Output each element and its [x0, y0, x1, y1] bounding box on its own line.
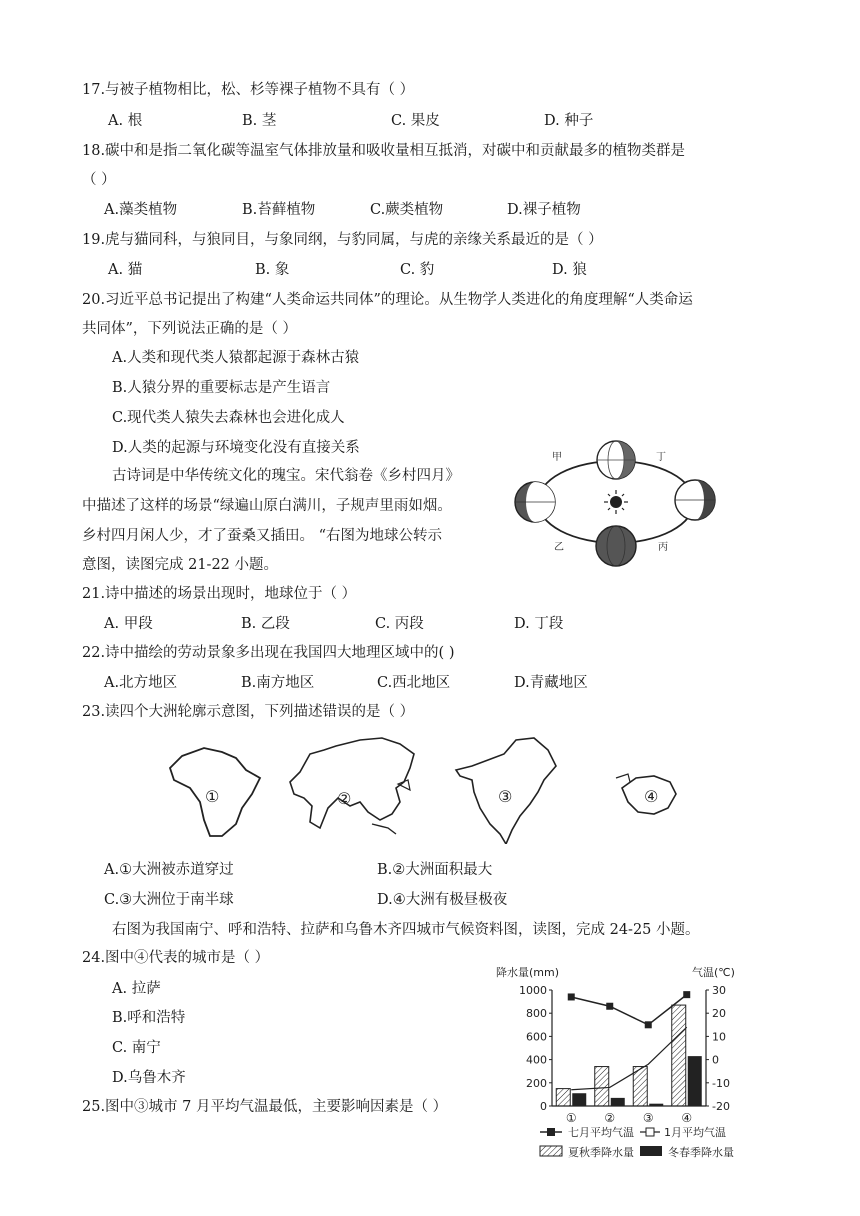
continent-label-4: ④ — [644, 787, 659, 806]
q23-stem: 23.读四个大洲轮廓示意图，下列描述错误的是（ ） — [82, 704, 415, 720]
continent-outlines-figure — [160, 736, 700, 844]
q22-option-b: B.南方地区 — [241, 675, 315, 691]
y-left-tick-label: 600 — [526, 1030, 547, 1044]
x-tick-label: ② — [604, 1111, 616, 1125]
y-left-tick-label: 200 — [526, 1076, 547, 1090]
passage-24-line1: 右图为我国南宁、呼和浩特、拉萨和乌鲁木齐四城市气候资料图，读图，完成 24-25 小题。 — [112, 922, 700, 938]
x-tick-label: ① — [565, 1111, 577, 1125]
q23-option-a: A.①大洲被赤道穿过 — [104, 862, 234, 878]
line-july-temp — [571, 995, 687, 1025]
earth-left-icon — [515, 482, 555, 522]
orbit-label-bing: 丙 — [658, 542, 668, 553]
continent-label-3: ③ — [498, 787, 513, 806]
q22-option-a: A.北方地区 — [104, 675, 178, 691]
q23-option-b: B.②大洲面积最大 — [377, 862, 493, 878]
orbit-label-jia: 甲 — [552, 452, 562, 463]
q21-option-d: D. 丁段 — [514, 616, 564, 632]
q17-option-c: C. 果皮 — [391, 113, 440, 129]
q19-option-b: B. 象 — [255, 262, 290, 278]
q24-option-b: B.呼和浩特 — [112, 1010, 186, 1026]
passage-21-line1: 古诗词是中华传统文化的瑰宝。宋代翁卷《乡村四月》 — [112, 468, 460, 484]
orbit-label-ding: 丁 — [656, 452, 666, 463]
continent-label-2: ② — [337, 789, 352, 808]
legend-summer-precip: 夏秋季降水量 — [568, 1146, 634, 1159]
q23-option-d: D.④大洲有极昼极夜 — [377, 892, 508, 908]
q17-option-d: D. 种子 — [544, 113, 594, 129]
legend-winter-precip: 冬春季降水量 — [668, 1146, 734, 1159]
q24-option-d: D.乌鲁木齐 — [112, 1070, 186, 1086]
earth-top-icon — [597, 441, 635, 479]
q20-stem: 20.习近平总书记提出了构建“人类命运共同体”的理论。从生物学人类进化的角度理解“人类命运 — [82, 292, 693, 308]
q19-option-d: D. 狼 — [552, 262, 587, 278]
q18-option-b: B.苔藓植物 — [242, 202, 316, 218]
point-july-temp — [568, 993, 575, 1000]
q21-stem: 21.诗中描述的场景出现时，地球位于（ ） — [82, 586, 357, 602]
y-right-tick-label: 10 — [712, 1030, 726, 1044]
bar-winter-precip — [611, 1098, 625, 1106]
q22-option-c: C.西北地区 — [377, 675, 451, 691]
q20-option-b: B.人猿分界的重要标志是产生语言 — [112, 380, 331, 396]
y-right-tick-label: -10 — [712, 1076, 730, 1090]
point-july-temp — [606, 1003, 613, 1010]
q24-option-c: C. 南宁 — [112, 1040, 161, 1056]
point-july-temp — [645, 1021, 652, 1028]
q24-stem: 24.图中④代表的城市是（ ） — [82, 950, 270, 966]
continent-label-1: ① — [205, 787, 220, 806]
bar-summer-precip — [595, 1067, 609, 1106]
sun-icon — [604, 490, 628, 514]
q22-stem: 22.诗中描绘的劳动景象多出现在我国四大地理区域中的( ) — [82, 645, 455, 661]
y-right-tick-label: 20 — [712, 1007, 726, 1021]
q19-option-c: C. 豹 — [400, 262, 435, 278]
bar-winter-precip — [649, 1104, 663, 1106]
bar-summer-precip — [672, 1005, 686, 1106]
passage-21-line3: 乡村四月闲人少，才了蚕桑又插田。 “右图为地球公转示 — [82, 528, 443, 544]
q25-stem: 25.图中③城市 7 月平均气温最低，主要影响因素是（ ） — [82, 1099, 448, 1115]
y-left-tick-label: 400 — [526, 1053, 547, 1067]
y-right-tick-label: 30 — [712, 984, 726, 997]
y-left-axis-label: 降水量(mm) — [496, 966, 560, 979]
q18-stem: 18.碳中和是指二氧化碳等温室气体排放量和吸收量相互抵消，对碳中和贡献最多的植物类群是 — [82, 143, 686, 159]
legend-jan-temp: 1月平均气温 — [664, 1126, 726, 1139]
continent-eurasia-outline — [290, 738, 414, 828]
x-tick-label: ③ — [642, 1111, 654, 1125]
q19-option-a: A. 猫 — [108, 262, 143, 278]
y-left-tick-label: 1000 — [519, 984, 547, 997]
q24-option-a: A. 拉萨 — [112, 981, 161, 997]
q19-stem: 19.虎与猫同科，与狼同目，与象同纲，与豹同属，与虎的亲缘关系最近的是（ ） — [82, 232, 603, 248]
earth-bottom-icon — [596, 526, 636, 566]
y-right-tick-label: 0 — [712, 1053, 719, 1067]
q21-option-a: A. 甲段 — [104, 616, 153, 632]
climate-chart — [492, 962, 760, 1170]
earth-right-icon — [675, 480, 715, 520]
legend-july-temp: 七月平均气温 — [568, 1126, 634, 1139]
chart-legend — [540, 1125, 734, 1159]
earth-orbit-figure — [508, 438, 730, 570]
q20-stem-cont: 共同体”，下列说法正确的是（ ） — [82, 321, 298, 337]
q21-option-c: C. 丙段 — [375, 616, 424, 632]
q20-option-c: C.现代类人猿失去森林也会进化成人 — [112, 410, 345, 426]
q17-option-a: A. 根 — [108, 113, 143, 129]
q18-option-d: D.裸子植物 — [507, 202, 581, 218]
q20-option-d: D.人类的起源与环境变化没有直接关系 — [112, 440, 360, 456]
y-left-tick-label: 0 — [540, 1100, 547, 1113]
q20-option-a: A.人类和现代类人猿都起源于森林古猿 — [112, 350, 360, 366]
y-right-axis-label: 气温(℃) — [692, 966, 735, 979]
q22-option-d: D.青藏地区 — [514, 675, 588, 691]
x-tick-label: ④ — [681, 1111, 693, 1125]
q18-stem-cont: （ ） — [82, 172, 116, 188]
q17-option-b: B. 茎 — [242, 113, 277, 129]
point-july-temp — [683, 991, 690, 998]
q21-option-b: B. 乙段 — [241, 616, 290, 632]
line-jan-temp — [571, 1027, 687, 1090]
bar-winter-precip — [572, 1093, 586, 1106]
bar-summer-precip — [556, 1089, 570, 1106]
orbit-label-yi: 乙 — [554, 542, 564, 553]
y-right-tick-label: -20 — [712, 1100, 730, 1113]
q18-option-a: A.藻类植物 — [104, 202, 178, 218]
q23-option-c: C.③大洲位于南半球 — [104, 892, 234, 908]
passage-21-line2: 中描述了这样的场景“绿遍山原白满川，子规声里雨如烟。 — [82, 498, 452, 514]
q18-option-c: C.蕨类植物 — [370, 202, 444, 218]
q17-stem: 17.与被子植物相比，松、杉等裸子植物不具有（ ） — [82, 82, 415, 98]
bar-winter-precip — [688, 1056, 702, 1106]
y-left-tick-label: 800 — [526, 1007, 547, 1021]
passage-21-line4: 意图，读图完成 21-22 小题。 — [82, 557, 279, 573]
